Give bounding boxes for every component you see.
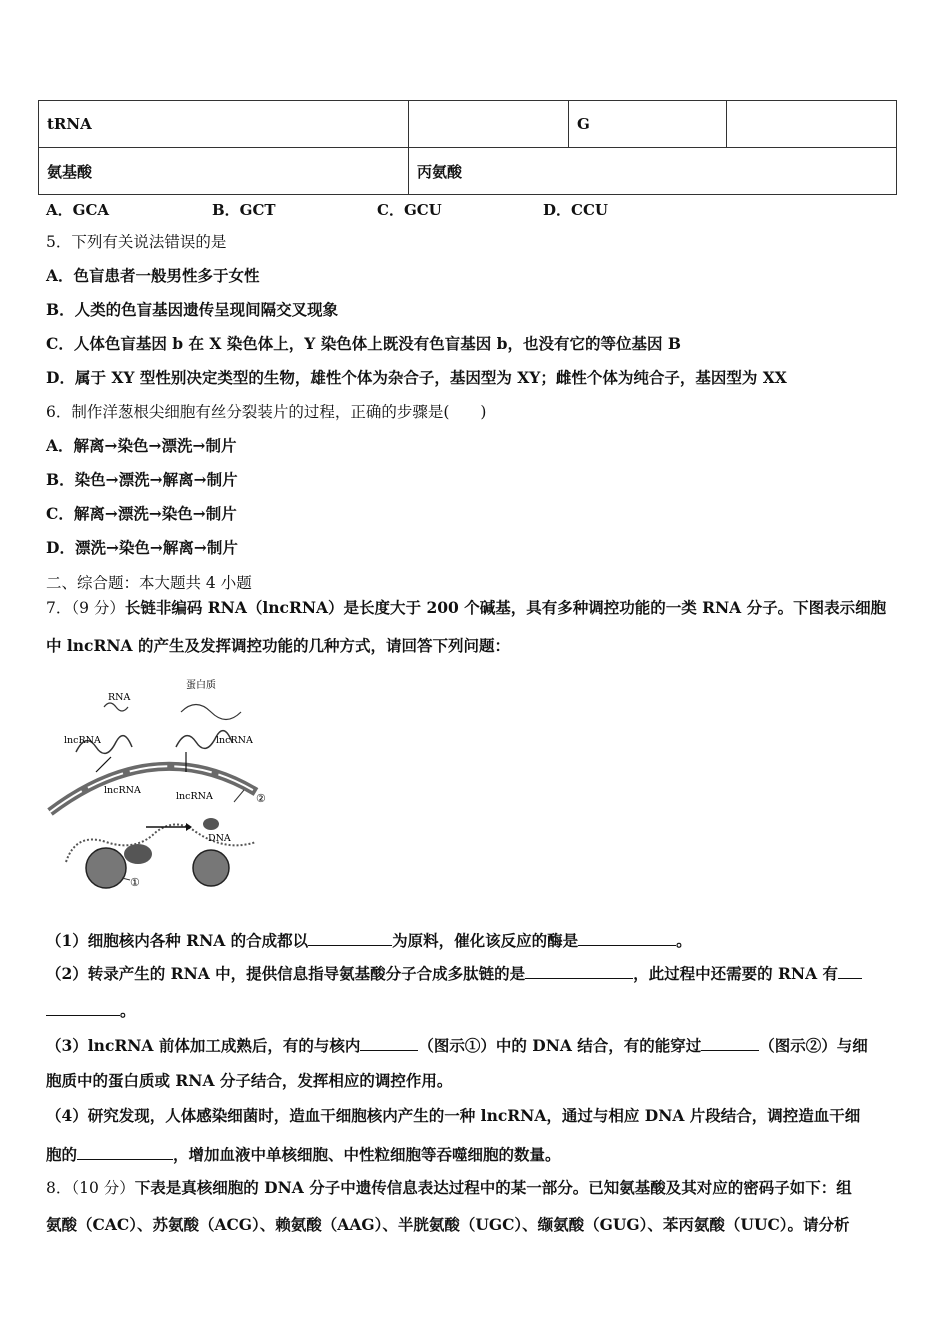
answer-blank[interactable] — [46, 999, 120, 1016]
q8-number: 8．（10 分） — [46, 1179, 135, 1197]
answer-blank[interactable] — [838, 962, 862, 979]
q7-part2 — [46, 962, 862, 984]
q5-option-a: A．色盲患者一般男性多于女性 — [46, 266, 260, 285]
answer-blank[interactable] — [701, 1034, 759, 1051]
q7-number: 7．（9 分） — [46, 599, 125, 617]
table-cell: G — [569, 101, 727, 148]
chromatin-right — [193, 850, 229, 886]
codon-table — [38, 100, 897, 195]
q6-option-a: A．解离→染色→漂洗→制片 — [46, 436, 237, 455]
label-lncrna-left: lncRNA — [64, 735, 101, 746]
protein-outline — [181, 705, 241, 720]
answer-blank[interactable] — [525, 962, 633, 979]
q7-part1-text: 为原料，催化该反应的酶是 — [392, 931, 579, 950]
label-rna: RNA — [108, 692, 131, 703]
chromatin-left — [86, 848, 126, 888]
q4-option-a: A．GCA — [46, 201, 110, 219]
answer-blank[interactable] — [77, 1143, 173, 1160]
q7-part1-end: 。 — [676, 931, 692, 950]
q8-stem-text: 下表是真核细胞的 DNA 分子中遗传信息表达过程中的某一部分。已知氨基酸及其对应的密码子如下：组 — [134, 1178, 852, 1197]
q7-part4: （4）研究发现，人体感染细菌时，造血干细胞核内产生的一种 lncRNA，通过与相应 DNA 片段结合，调控造血干细 — [46, 1106, 861, 1125]
q7-part3 — [46, 1034, 868, 1056]
q7-part4-text: ，增加血液中单核细胞、中性粒细胞等吞噬细胞的数量。 — [173, 1145, 561, 1164]
q4-option-c: C．GCU — [377, 201, 442, 219]
q6-option-c: C．解离→漂洗→染色→制片 — [46, 504, 237, 523]
nuclear-envelope — [50, 766, 256, 812]
answer-blank[interactable] — [360, 1034, 418, 1051]
q7-stem-line2: 中 lncRNA 的产生及发挥调控功能的几种方式，请回答下列问题： — [46, 636, 510, 655]
q7-part3-text: （图示②）与细 — [759, 1036, 868, 1055]
table-cell: tRNA — [39, 101, 409, 148]
q6-option-d: D．漂洗→染色→解离→制片 — [46, 538, 238, 557]
process-arrow-head — [186, 823, 192, 831]
q7-part4-cont — [46, 1143, 561, 1165]
rna-strand — [104, 703, 128, 711]
q5-option-c: C．人体色盲基因 b 在 X 染色体上，Y 染色体上既没有色盲基因 b，也没有它的等位基因 B — [46, 334, 681, 353]
q5-option-d: D．属于 XY 型性别决定类型的生物，雄性个体为杂合子，基因型为 XY；雌性个体为纯合子，基因型为 XX — [46, 368, 787, 387]
q6-stem: 6．制作洋葱根尖细胞有丝分裂装片的过程，正确的步骤是( ) — [46, 403, 487, 421]
q7-stem-line1 — [46, 598, 886, 618]
q5-stem: 5．下列有关说法错误的是 — [46, 233, 227, 251]
answer-blank[interactable] — [578, 929, 676, 946]
q8-stem-line1 — [46, 1178, 852, 1198]
label-lncrna-mid2: lncRNA — [176, 791, 213, 802]
table-row — [39, 101, 897, 148]
table-cell — [727, 101, 897, 148]
q7-part3-text: （3）lncRNA 前体加工成熟后，有的与核内 — [46, 1036, 361, 1055]
label-dna: DNA — [208, 833, 231, 844]
q7-part3-text: （图示①）中的 DNA 结合，有的能穿过 — [418, 1036, 702, 1055]
q7-part2-end: 。 — [120, 1001, 136, 1020]
lncrna-diagram — [46, 672, 280, 894]
label-protein: 蛋白质 — [186, 680, 216, 691]
table-cell: 氨基酸 — [39, 148, 409, 195]
pointer-line — [234, 790, 244, 802]
q8-stem-line2: 氨酸（CAC）、苏氨酸（ACG）、赖氨酸（AAG）、半胱氨酸（UGC）、缬氨酸（GUG）、苯丙氨酸（UUC）。请分析 — [46, 1215, 850, 1234]
q4-option-b: B．GCT — [212, 201, 276, 219]
q7-part2-text: ，此过程中还需要的 RNA 有 — [633, 964, 839, 983]
q5-option-b: B．人类的色盲基因遗传呈现间隔交叉现象 — [46, 300, 339, 319]
protein-blob — [203, 818, 219, 830]
q7-part3-cont: 胞质中的蛋白质或 RNA 分子结合，发挥相应的调控作用。 — [46, 1071, 453, 1090]
mark-1: ① — [130, 876, 140, 889]
q4-option-d: D．CCU — [543, 201, 608, 219]
label-lncrna-mid1: lncRNA — [104, 785, 141, 796]
label-lncrna-right: lncRNA — [216, 735, 253, 746]
q7-part2-cont — [46, 999, 136, 1021]
q7-part1 — [46, 929, 692, 951]
q7-part1-text: （1）细胞核内各种 RNA 的合成都以 — [46, 931, 309, 950]
q6-option-b: B．染色→漂洗→解离→制片 — [46, 470, 238, 489]
table-cell — [409, 101, 569, 148]
mark-2: ② — [256, 792, 266, 805]
table-row — [39, 148, 897, 195]
q7-stem-text: 长链非编码 RNA（lncRNA）是长度大于 200 个碱基，具有多种调控功能的一类 RNA 分子。下图表示细胞 — [124, 598, 887, 617]
table-cell: 丙氨酸 — [409, 148, 897, 195]
answer-blank[interactable] — [308, 929, 392, 946]
q7-part2-text: （2）转录产生的 RNA 中，提供信息指导氨基酸分子合成多肽链的是 — [46, 964, 526, 983]
polymerase — [124, 844, 152, 864]
export-arrow-left — [96, 757, 111, 772]
section-heading: 二、综合题：本大题共 4 小题 — [46, 574, 252, 592]
q7-part4-text: 胞的 — [46, 1145, 78, 1164]
